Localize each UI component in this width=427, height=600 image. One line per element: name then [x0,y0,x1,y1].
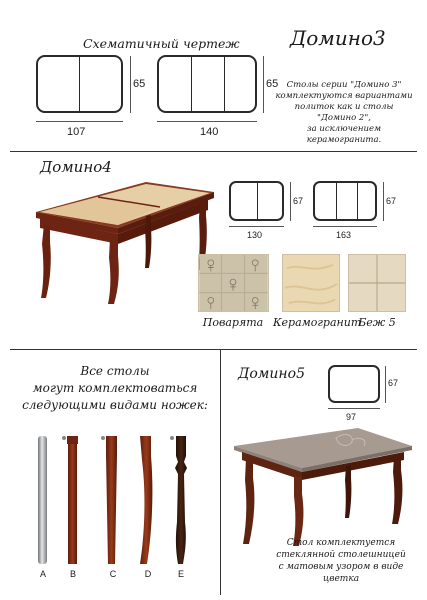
leg-label-e: E [177,569,184,579]
dim4-large-width: 163 [336,230,352,240]
section1-title: Домино3 [290,26,386,50]
section-divider-vertical [220,350,221,595]
section4-title: Домино5 [238,366,305,382]
dim-large-width: 140 [200,126,219,138]
swatch-label-beige5: Беж 5 [358,316,396,329]
leg-label-d: D [144,569,152,579]
legs-illustration [26,432,206,568]
scheme-130x67 [229,181,284,221]
scheme-97x67 [328,365,380,403]
dim4-small-width: 130 [247,230,263,240]
swatch-beige5 [348,254,406,312]
dim5-height: 67 [388,378,399,388]
section2-title: Домино4 [40,158,112,176]
swatch-label-povaryata: Поварята [202,316,264,329]
leg-label-b: B [69,569,76,579]
section-divider-1 [10,151,417,152]
table-photo-domino5 [226,420,416,550]
dim5-width: 97 [346,412,357,422]
dim-small-height: 65 [133,78,146,90]
dim-small-width: 107 [67,126,86,138]
section-divider-2 [10,349,417,350]
section4-note: Стол комплектуется стеклянной столешницей с матовым узором в виде цветка [276,538,406,584]
dim-large-height: 65 [266,78,279,90]
scheme-heading: Схематичный чертеж [83,36,240,51]
swatch-label-ceramogranite: Керамогранит [273,316,362,329]
dim4-large-height: 67 [386,196,397,206]
legs-heading: Все столы могут комплектоваться следующими видами ножек: [22,364,208,412]
swatch-ceramogranite [282,254,340,312]
scheme-107x65 [36,55,123,113]
section1-note: Столы серии "Домино 3" комплектуются вариантами политок как и столы "Домино 2", за исключением керамогранита. [275,80,413,145]
table-photo-domino4 [28,172,218,312]
dim4-small-height: 67 [293,196,304,206]
leg-label-c: C [109,569,117,579]
swatch-povaryata [198,254,269,312]
scheme-140x65 [157,55,257,113]
leg-label-a: A [39,569,46,579]
scheme-163x67 [313,181,377,221]
